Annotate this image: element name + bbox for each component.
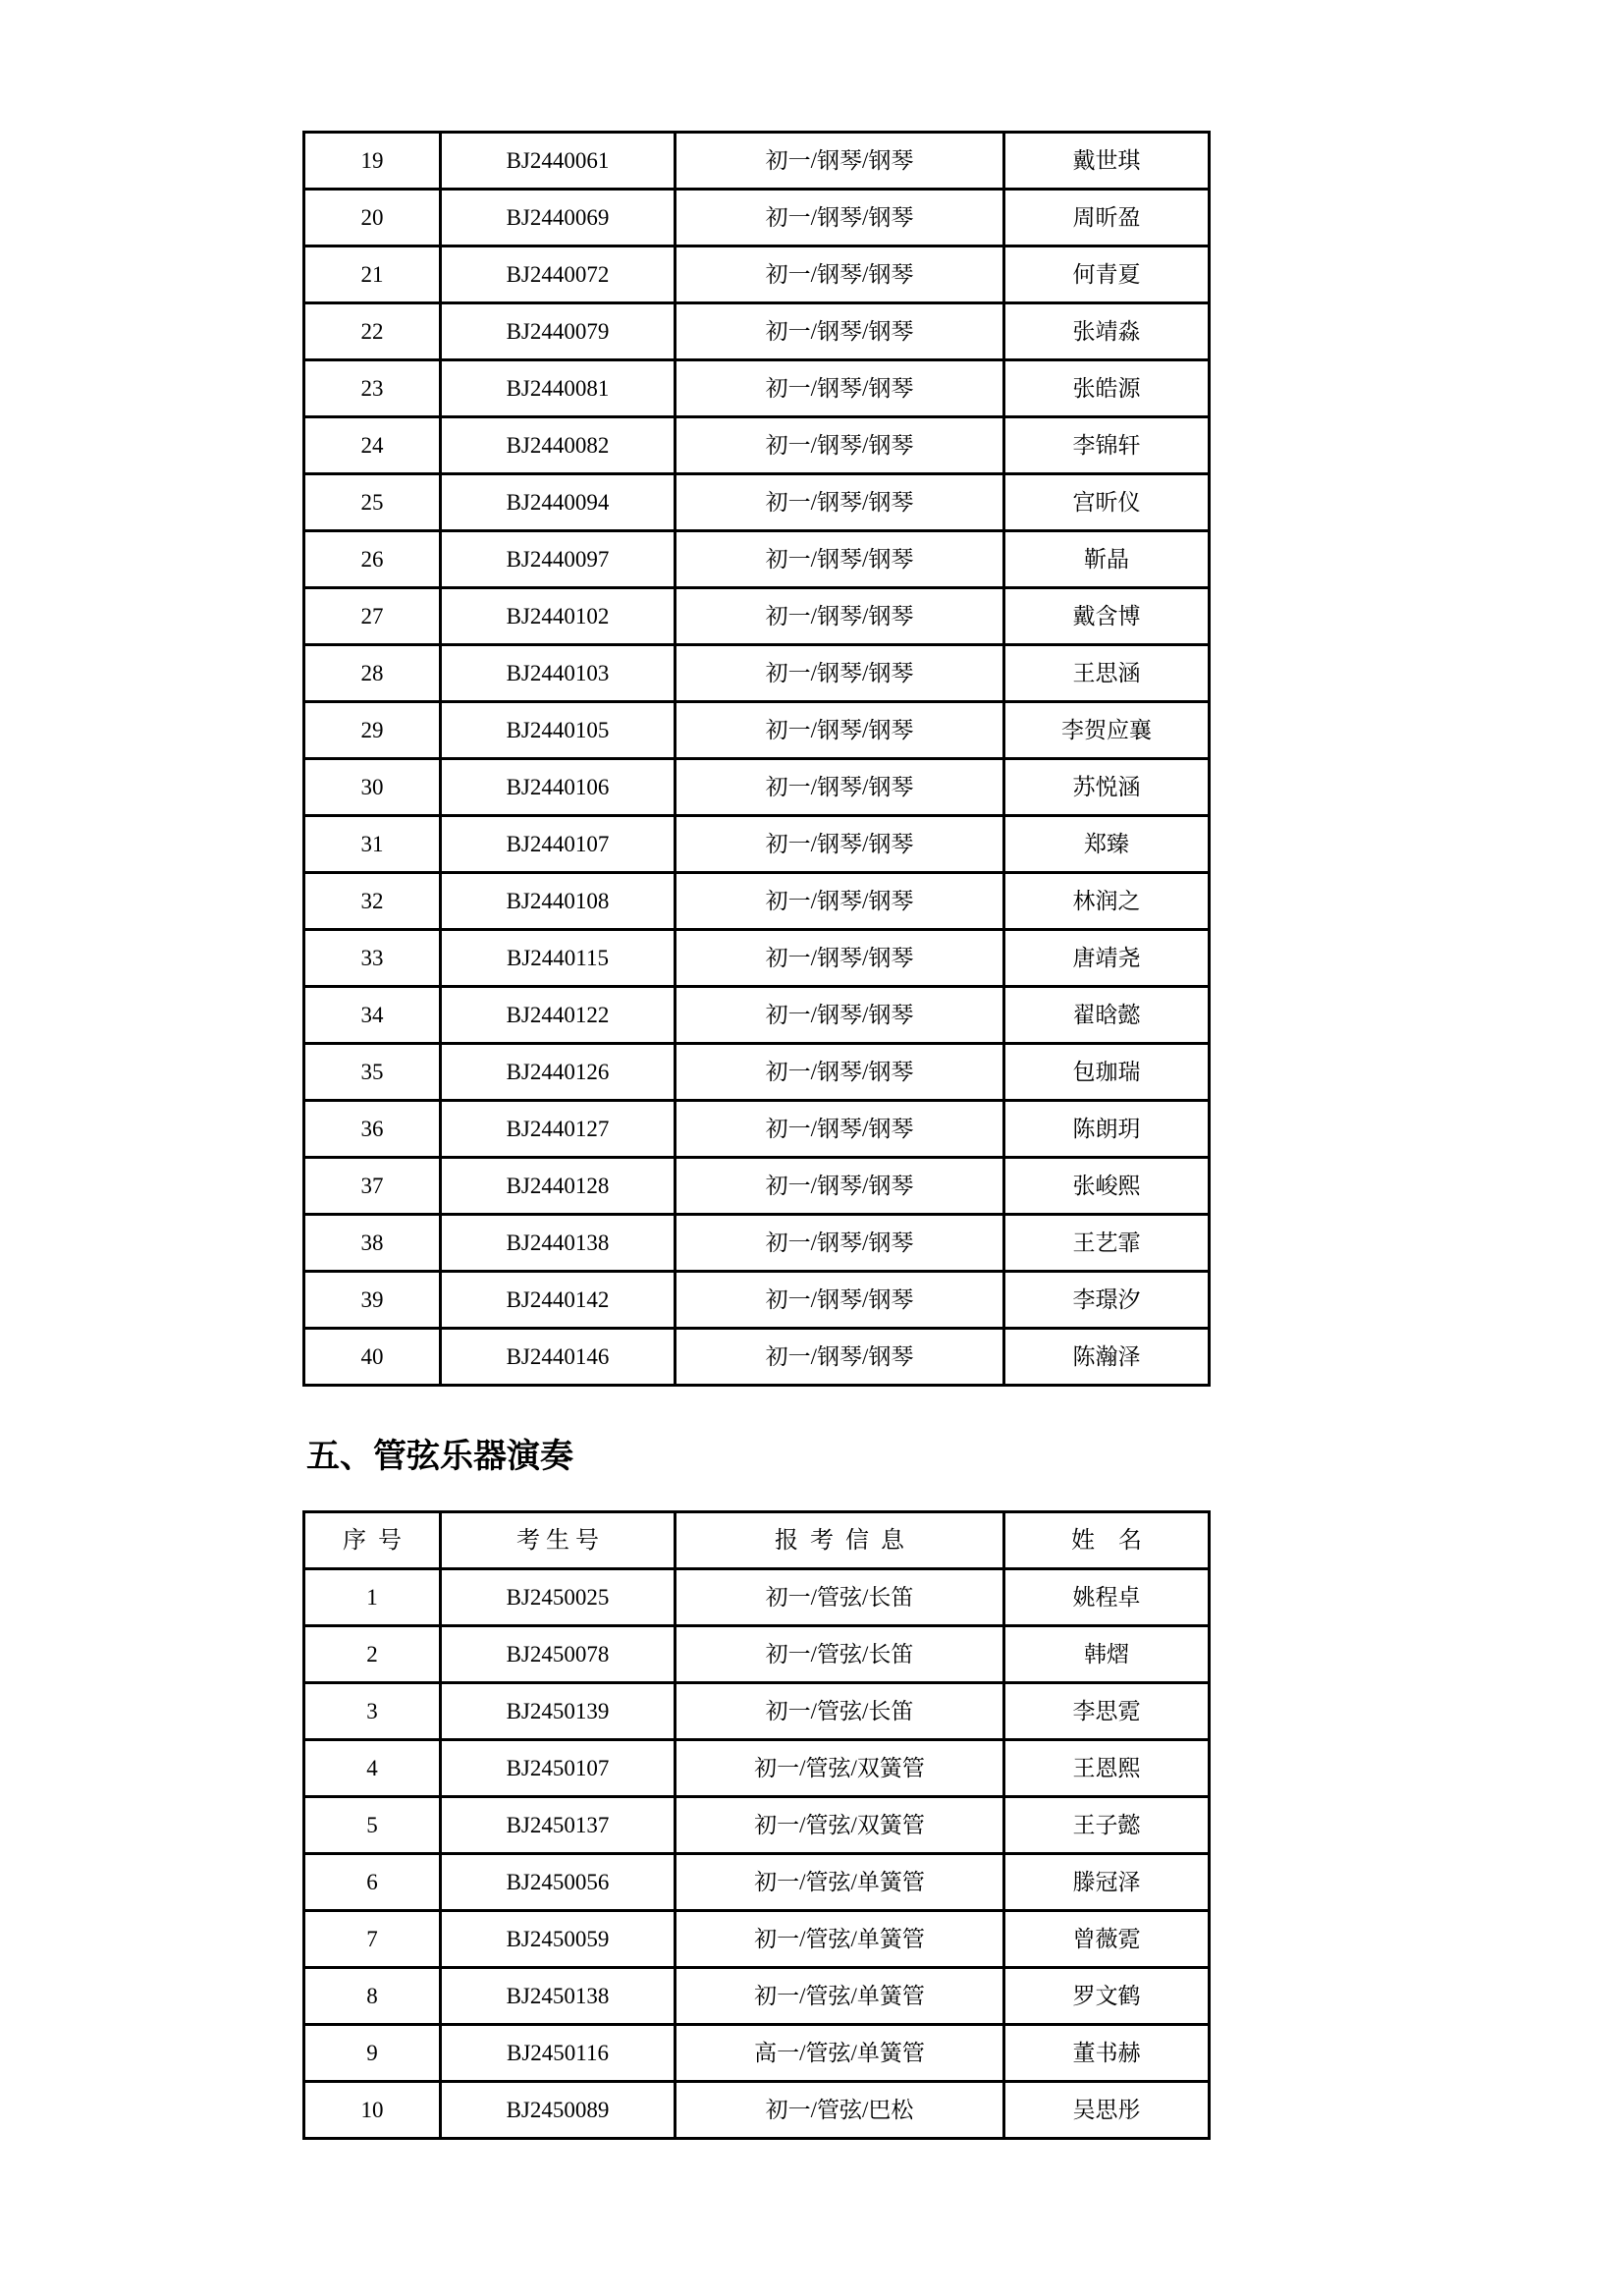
candidate-name: 张峻熙 (1004, 1158, 1210, 1215)
row-number: 10 (304, 2082, 441, 2139)
candidate-id: BJ2450078 (441, 1626, 676, 1683)
row-number: 19 (304, 133, 441, 190)
table-row (304, 1329, 1210, 1386)
application-info: 初一/钢琴/钢琴 (676, 759, 1004, 816)
application-info: 初一/钢琴/钢琴 (676, 1158, 1004, 1215)
application-info: 初一/钢琴/钢琴 (676, 1215, 1004, 1272)
row-number: 32 (304, 873, 441, 930)
candidate-name: 李璟汐 (1004, 1272, 1210, 1329)
section-title: 五、管弦乐器演奏 (306, 1439, 573, 1475)
candidate-id: BJ2440097 (441, 531, 676, 588)
table-row (304, 1968, 1210, 2025)
application-info: 初一/管弦/双簧管 (676, 1740, 1004, 1797)
table-row (304, 531, 1210, 588)
row-number: 6 (304, 1854, 441, 1911)
candidate-name: 王艺霏 (1004, 1215, 1210, 1272)
candidate-id: BJ2440079 (441, 303, 676, 360)
candidate-id: BJ2440094 (441, 474, 676, 531)
application-info: 初一/钢琴/钢琴 (676, 190, 1004, 246)
candidate-id: BJ2440127 (441, 1101, 676, 1158)
table-row (304, 1797, 1210, 1854)
application-info: 初一/管弦/单簧管 (676, 1854, 1004, 1911)
table-row (304, 702, 1210, 759)
candidate-name: 包珈瑞 (1004, 1044, 1210, 1101)
application-info: 初一/钢琴/钢琴 (676, 645, 1004, 702)
table-row (304, 1569, 1210, 1626)
table-row (304, 930, 1210, 987)
candidate-name: 陈朗玥 (1004, 1101, 1210, 1158)
candidate-id: BJ2440103 (441, 645, 676, 702)
row-number: 22 (304, 303, 441, 360)
candidate-id: BJ2440115 (441, 930, 676, 987)
candidate-id: BJ2440146 (441, 1329, 676, 1386)
candidate-name: 苏悦涵 (1004, 759, 1210, 816)
candidate-name: 韩熠 (1004, 1626, 1210, 1683)
candidate-name: 靳晶 (1004, 531, 1210, 588)
table-row (304, 1272, 1210, 1329)
application-info: 初一/钢琴/钢琴 (676, 303, 1004, 360)
header-row-number: 序 号 (304, 1512, 441, 1569)
table-row (304, 1626, 1210, 1683)
candidate-id: BJ2440082 (441, 417, 676, 474)
table-row (304, 474, 1210, 531)
header-candidate-name: 姓 名 (1004, 1512, 1210, 1569)
candidate-id: BJ2450107 (441, 1740, 676, 1797)
candidate-name: 唐靖尧 (1004, 930, 1210, 987)
candidate-name: 翟晗懿 (1004, 987, 1210, 1044)
row-number: 37 (304, 1158, 441, 1215)
application-info: 初一/钢琴/钢琴 (676, 1329, 1004, 1386)
application-info: 初一/钢琴/钢琴 (676, 1272, 1004, 1329)
application-info: 初一/钢琴/钢琴 (676, 1101, 1004, 1158)
candidate-id: BJ2450137 (441, 1797, 676, 1854)
candidate-id: BJ2440107 (441, 816, 676, 873)
row-number: 33 (304, 930, 441, 987)
candidate-name: 李贺应襄 (1004, 702, 1210, 759)
candidate-name: 滕冠泽 (1004, 1854, 1210, 1911)
application-info: 初一/钢琴/钢琴 (676, 930, 1004, 987)
candidate-name: 何青夏 (1004, 246, 1210, 303)
table-row (304, 1215, 1210, 1272)
row-number: 40 (304, 1329, 441, 1386)
candidate-id: BJ2440105 (441, 702, 676, 759)
application-info: 初一/管弦/长笛 (676, 1683, 1004, 1740)
candidate-id: BJ2450059 (441, 1911, 676, 1968)
application-info: 初一/钢琴/钢琴 (676, 133, 1004, 190)
table-row (304, 645, 1210, 702)
candidate-name: 董书赫 (1004, 2025, 1210, 2082)
row-number: 24 (304, 417, 441, 474)
candidate-name: 宫昕仪 (1004, 474, 1210, 531)
candidate-id: BJ2450025 (441, 1569, 676, 1626)
candidate-name: 姚程卓 (1004, 1569, 1210, 1626)
application-info: 初一/管弦/双簧管 (676, 1797, 1004, 1854)
row-number: 8 (304, 1968, 441, 2025)
candidate-name: 王思涵 (1004, 645, 1210, 702)
candidate-id: BJ2440122 (441, 987, 676, 1044)
candidate-id: BJ2450139 (441, 1683, 676, 1740)
table-row (304, 246, 1210, 303)
table-row (304, 303, 1210, 360)
candidate-name: 张靖淼 (1004, 303, 1210, 360)
candidate-id: BJ2450116 (441, 2025, 676, 2082)
candidate-id: BJ2440072 (441, 246, 676, 303)
application-info: 初一/钢琴/钢琴 (676, 531, 1004, 588)
application-info: 高一/管弦/单簧管 (676, 2025, 1004, 2082)
row-number: 4 (304, 1740, 441, 1797)
table-row (304, 816, 1210, 873)
table-row (304, 987, 1210, 1044)
table-row (304, 1158, 1210, 1215)
application-info: 初一/钢琴/钢琴 (676, 987, 1004, 1044)
orchestra-roster-table (302, 1510, 1211, 2140)
candidate-id: BJ2440069 (441, 190, 676, 246)
row-number: 25 (304, 474, 441, 531)
row-number: 2 (304, 1626, 441, 1683)
row-number: 31 (304, 816, 441, 873)
application-info: 初一/钢琴/钢琴 (676, 417, 1004, 474)
candidate-name: 罗文鹤 (1004, 1968, 1210, 2025)
application-info: 初一/钢琴/钢琴 (676, 474, 1004, 531)
candidate-name: 戴含博 (1004, 588, 1210, 645)
table-row (304, 133, 1210, 190)
table-row (304, 1101, 1210, 1158)
candidate-name: 林润之 (1004, 873, 1210, 930)
row-number: 3 (304, 1683, 441, 1740)
candidate-name: 曾薇霓 (1004, 1911, 1210, 1968)
row-number: 39 (304, 1272, 441, 1329)
application-info: 初一/钢琴/钢琴 (676, 246, 1004, 303)
header-candidate-id: 考 生 号 (441, 1512, 676, 1569)
row-number: 38 (304, 1215, 441, 1272)
table-row (304, 1044, 1210, 1101)
candidate-id: BJ2440108 (441, 873, 676, 930)
table-row (304, 1740, 1210, 1797)
row-number: 30 (304, 759, 441, 816)
table-row (304, 873, 1210, 930)
candidate-id: BJ2440061 (441, 133, 676, 190)
row-number: 28 (304, 645, 441, 702)
table-row (304, 2082, 1210, 2139)
application-info: 初一/钢琴/钢琴 (676, 816, 1004, 873)
candidate-name: 李锦轩 (1004, 417, 1210, 474)
table-row (304, 1683, 1210, 1740)
application-info: 初一/管弦/长笛 (676, 1569, 1004, 1626)
application-info: 初一/钢琴/钢琴 (676, 873, 1004, 930)
candidate-id: BJ2440081 (441, 360, 676, 417)
row-number: 34 (304, 987, 441, 1044)
application-info: 初一/钢琴/钢琴 (676, 360, 1004, 417)
candidate-name: 王恩熙 (1004, 1740, 1210, 1797)
row-number: 36 (304, 1101, 441, 1158)
row-number: 1 (304, 1569, 441, 1626)
application-info: 初一/管弦/单簧管 (676, 1911, 1004, 1968)
row-number: 29 (304, 702, 441, 759)
row-number: 35 (304, 1044, 441, 1101)
application-info: 初一/钢琴/钢琴 (676, 1044, 1004, 1101)
candidate-name: 陈瀚泽 (1004, 1329, 1210, 1386)
row-number: 5 (304, 1797, 441, 1854)
candidate-name: 戴世琪 (1004, 133, 1210, 190)
candidate-id: BJ2440128 (441, 1158, 676, 1215)
row-number: 9 (304, 2025, 441, 2082)
candidate-id: BJ2440102 (441, 588, 676, 645)
candidate-name: 张皓源 (1004, 360, 1210, 417)
table-row (304, 1911, 1210, 1968)
candidate-id: BJ2440106 (441, 759, 676, 816)
candidate-id: BJ2450056 (441, 1854, 676, 1911)
table-row (304, 360, 1210, 417)
table-header-row (304, 1512, 1210, 1569)
row-number: 26 (304, 531, 441, 588)
application-info: 初一/钢琴/钢琴 (676, 702, 1004, 759)
table-row (304, 1854, 1210, 1911)
candidate-name: 郑臻 (1004, 816, 1210, 873)
row-number: 21 (304, 246, 441, 303)
candidate-id: BJ2450138 (441, 1968, 676, 2025)
table-row (304, 417, 1210, 474)
candidate-id: BJ2440126 (441, 1044, 676, 1101)
table-row (304, 2025, 1210, 2082)
candidate-name: 李思霓 (1004, 1683, 1210, 1740)
row-number: 27 (304, 588, 441, 645)
candidate-id: BJ2450089 (441, 2082, 676, 2139)
candidate-name: 吴思彤 (1004, 2082, 1210, 2139)
piano-roster-table (302, 131, 1211, 1387)
row-number: 7 (304, 1911, 441, 1968)
application-info: 初一/钢琴/钢琴 (676, 588, 1004, 645)
row-number: 20 (304, 190, 441, 246)
table-row (304, 190, 1210, 246)
candidate-id: BJ2440142 (441, 1272, 676, 1329)
table-row (304, 759, 1210, 816)
table-row (304, 588, 1210, 645)
candidate-name: 王子懿 (1004, 1797, 1210, 1854)
application-info: 初一/管弦/巴松 (676, 2082, 1004, 2139)
row-number: 23 (304, 360, 441, 417)
header-application-info: 报 考 信 息 (676, 1512, 1004, 1569)
application-info: 初一/管弦/长笛 (676, 1626, 1004, 1683)
candidate-id: BJ2440138 (441, 1215, 676, 1272)
candidate-name: 周昕盈 (1004, 190, 1210, 246)
application-info: 初一/管弦/单簧管 (676, 1968, 1004, 2025)
